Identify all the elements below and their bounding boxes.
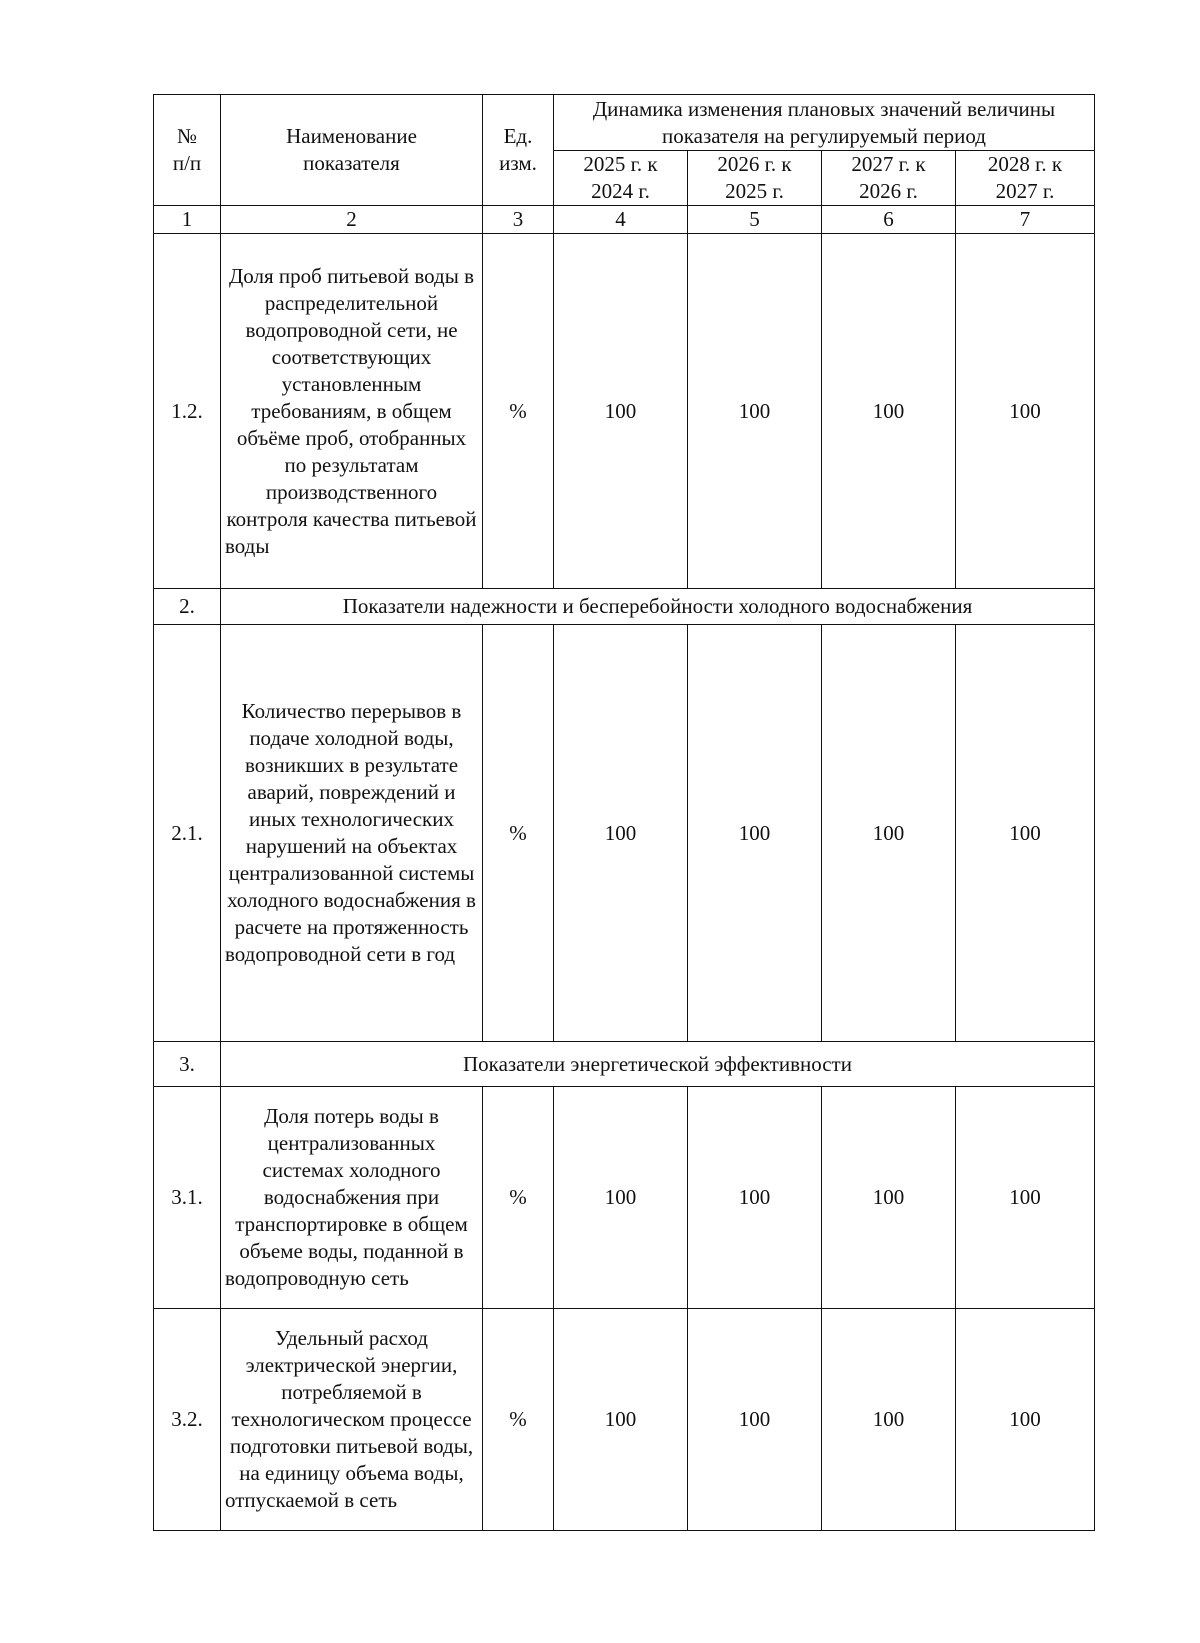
- header-num: [154, 95, 221, 206]
- table-row: [154, 1087, 1095, 1309]
- row-value: 100: [554, 1087, 688, 1309]
- indicators-table: [153, 94, 1095, 1531]
- row-unit: %: [483, 234, 554, 589]
- header-period: [554, 151, 688, 206]
- header-name-text: Наименование показателя: [286, 124, 417, 175]
- table-row: [154, 1309, 1095, 1531]
- column-number: 6: [822, 206, 956, 234]
- row-value: 100: [822, 625, 956, 1042]
- row-value: 100: [956, 1087, 1095, 1309]
- row-value: 100: [822, 234, 956, 589]
- header-name: [221, 95, 483, 206]
- section-title: Показатели энергетической эффективности: [221, 1042, 1095, 1087]
- column-number: 3: [483, 206, 554, 234]
- header-period: [822, 151, 956, 206]
- row-value: 100: [822, 1087, 956, 1309]
- section-title: Показатели надежности и бесперебойности холодного водоснабжения: [221, 589, 1095, 625]
- header-period: [688, 151, 822, 206]
- row-unit: %: [483, 625, 554, 1042]
- header-period-text: 2026 г. к 2025 г.: [717, 152, 792, 203]
- column-numbers-row: [154, 206, 1095, 234]
- row-value: 100: [956, 234, 1095, 589]
- header-unit-text: Ед. изм.: [499, 124, 537, 175]
- header-period: [956, 151, 1095, 206]
- column-number: 4: [554, 206, 688, 234]
- column-number: 5: [688, 206, 822, 234]
- header-dynamics-text: Динамика изменения плановых значений величины показателя на регулируемый период: [592, 96, 1056, 148]
- column-number: 2: [221, 206, 483, 234]
- row-value: 100: [822, 1309, 956, 1531]
- column-number: 7: [956, 206, 1095, 234]
- section-num: 3.: [154, 1042, 221, 1087]
- column-number: 1: [154, 206, 221, 234]
- row-value: 100: [554, 625, 688, 1042]
- row-indicator-name: Доля потерь воды в централизованных системах холодного водоснабжения при транспортировке в общем объеме воды, поданной в водопроводную сеть: [221, 1087, 483, 1309]
- header-period-text: 2027 г. к 2026 г.: [851, 152, 926, 203]
- row-value: 100: [554, 1309, 688, 1531]
- row-value: 100: [956, 625, 1095, 1042]
- header-num-text: № п/п: [172, 124, 202, 175]
- row-indicator-name: Удельный расход электрической энергии, потребляемой в технологическом процессе подготовки питьевой воды, на единицу объема воды, отпускаемой в сеть: [221, 1309, 483, 1531]
- table-row: [154, 625, 1095, 1042]
- row-unit: %: [483, 1087, 554, 1309]
- row-value: 100: [688, 625, 822, 1042]
- row-indicator-name: Количество перерывов в подаче холодной воды, возникших в результате аварий, повреждений и иных технологических нарушений на объектах централизованной системы холодного водоснабжения в расчете на протяженность водопроводной сети в год: [221, 625, 483, 1042]
- row-value: 100: [688, 1087, 822, 1309]
- row-num: 3.1.: [154, 1087, 221, 1309]
- row-num: 2.1.: [154, 625, 221, 1042]
- row-value: 100: [956, 1309, 1095, 1531]
- row-indicator-name: Доля проб питьевой воды в распределительной водопроводной сети, не соответствующих установленным требованиям, в общем объёме проб, отобранных по результатам производственного контроля качества питьевой воды: [221, 234, 483, 589]
- table-row: [154, 234, 1095, 589]
- row-num: 1.2.: [154, 234, 221, 589]
- header-row-top: [154, 95, 1095, 151]
- section-row: [154, 589, 1095, 625]
- header-period-text: 2025 г. к 2024 г.: [583, 152, 658, 203]
- row-num: 3.2.: [154, 1309, 221, 1531]
- header-dynamics: [554, 95, 1095, 151]
- row-value: 100: [554, 234, 688, 589]
- row-unit: %: [483, 1309, 554, 1531]
- section-row: [154, 1042, 1095, 1087]
- section-num: 2.: [154, 589, 221, 625]
- row-value: 100: [688, 1309, 822, 1531]
- header-period-text: 2028 г. к 2027 г.: [987, 152, 1063, 203]
- header-unit: [483, 95, 554, 206]
- row-value: 100: [688, 234, 822, 589]
